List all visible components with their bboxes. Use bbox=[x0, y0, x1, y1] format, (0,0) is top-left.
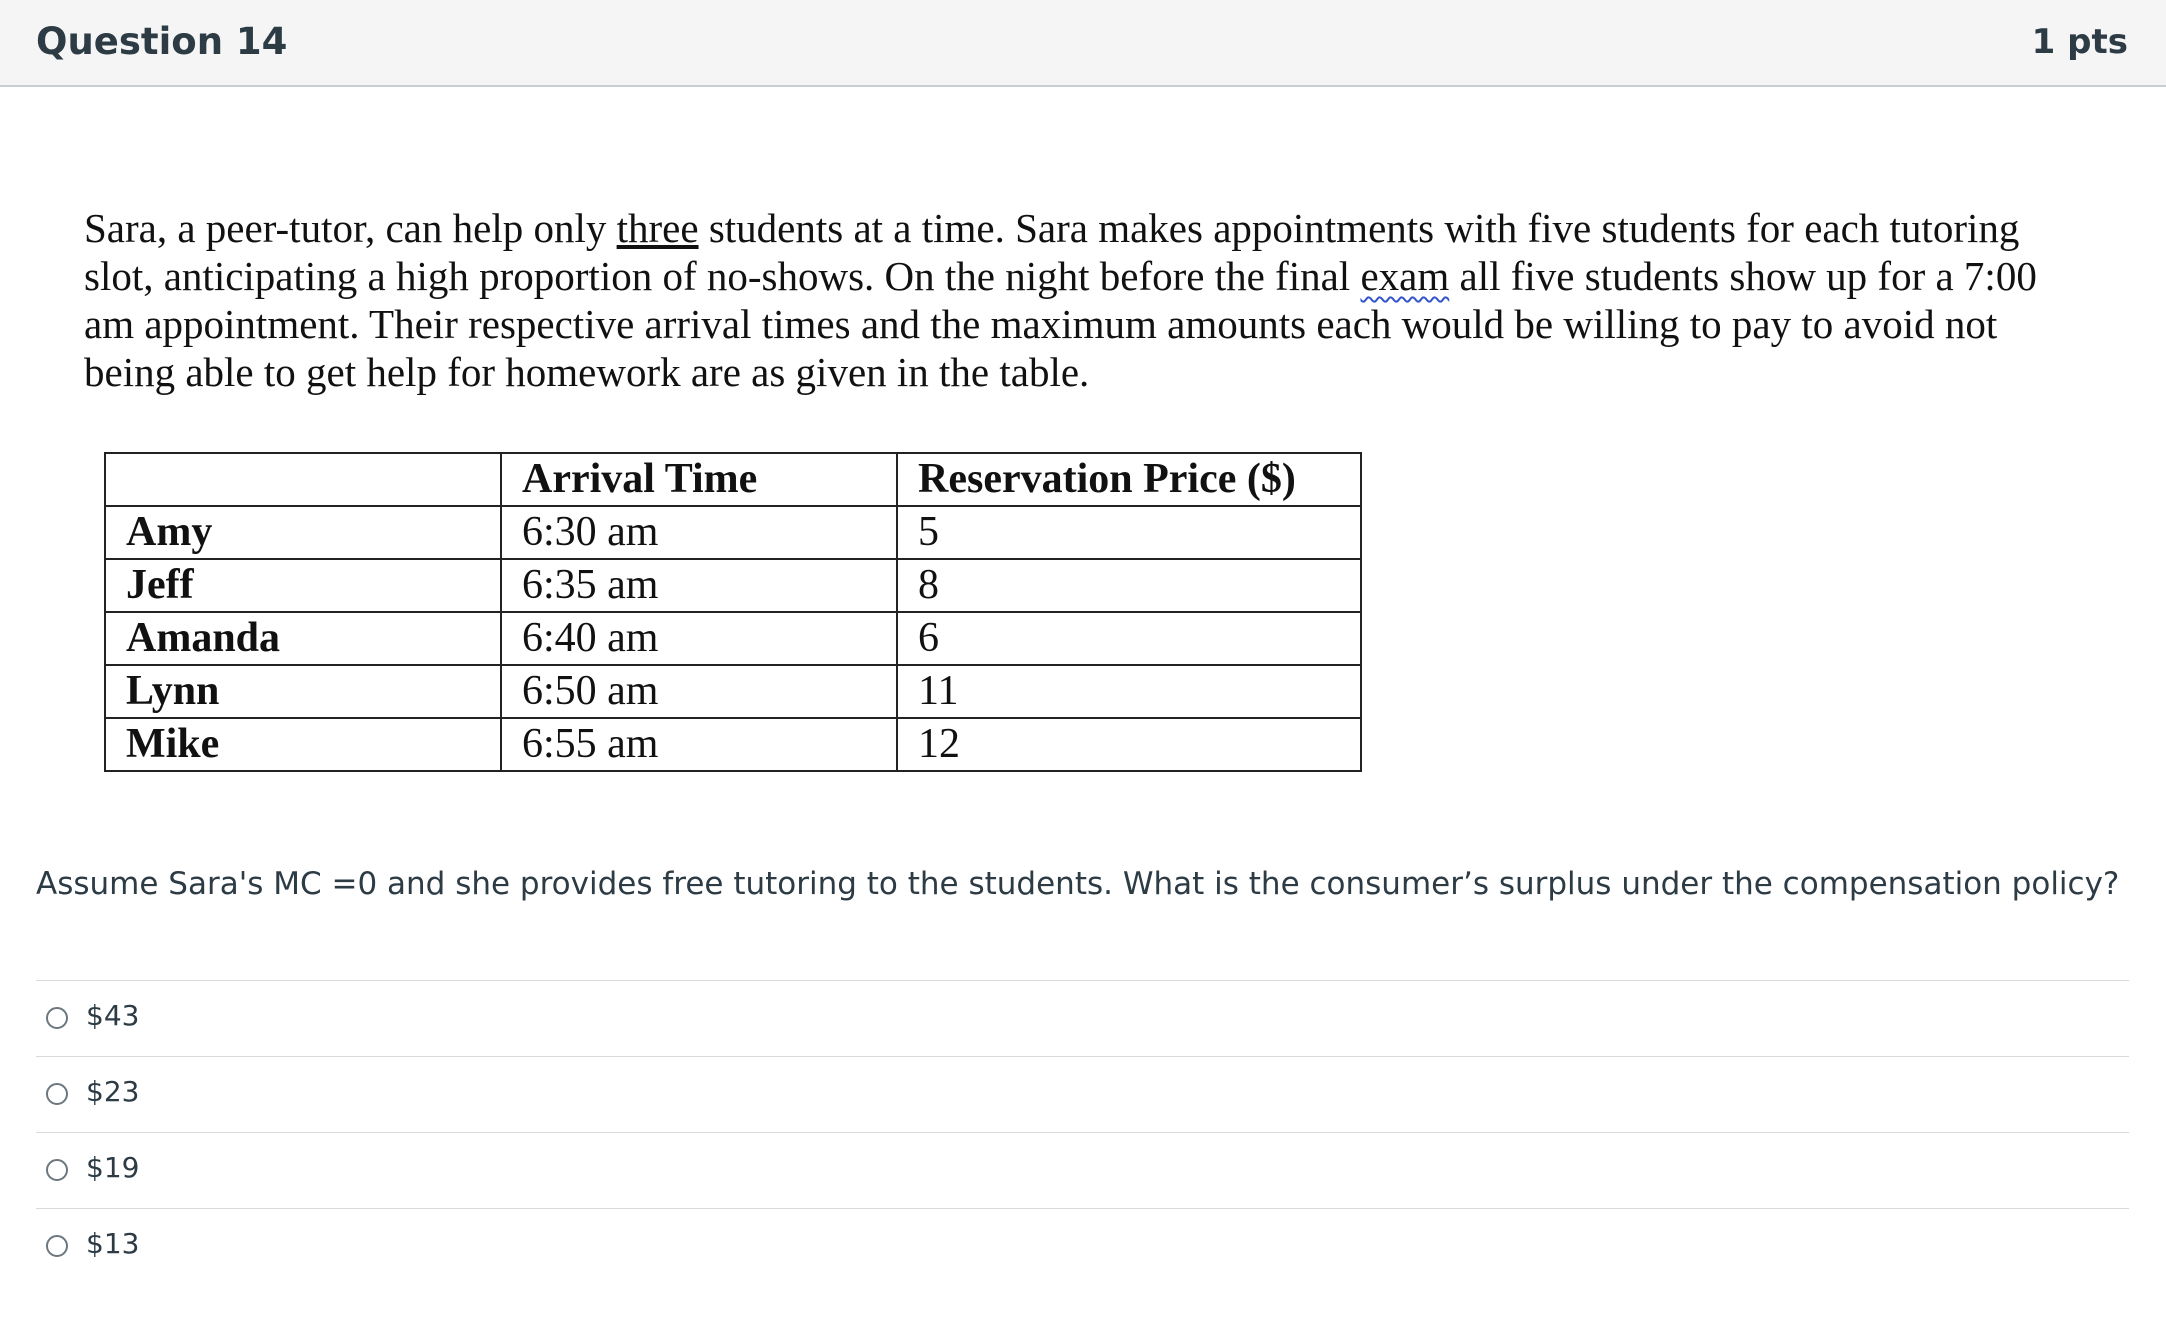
reservation-price: 6 bbox=[897, 612, 1361, 665]
passage-flagged-word: exam bbox=[1360, 253, 1450, 299]
passage-text-1: Sara, a peer-tutor, can help only bbox=[84, 205, 617, 251]
arrival-time: 6:40 am bbox=[501, 612, 897, 665]
radio-button[interactable] bbox=[46, 1083, 68, 1105]
reservation-price: 5 bbox=[897, 506, 1361, 559]
question-points: 1 pts bbox=[2031, 22, 2128, 62]
passage-text-2: students at a time. Sara makes appointments with five students for each tutoring slot, anticipating a high proportion of no-shows. On the night before the final bbox=[84, 205, 2020, 299]
question-title: Question 14 bbox=[36, 20, 288, 63]
answer-option[interactable] bbox=[36, 1208, 2129, 1284]
radio-button[interactable] bbox=[46, 1159, 68, 1181]
table-row bbox=[105, 665, 1361, 718]
answer-label[interactable]: $13 bbox=[86, 1227, 140, 1260]
table-header-cell: Arrival Time bbox=[501, 453, 897, 506]
answer-label[interactable]: $43 bbox=[86, 999, 140, 1032]
arrival-time: 6:35 am bbox=[501, 559, 897, 612]
question-header bbox=[0, 0, 2166, 87]
passage-text-3: all five students show up for a 7:00 am appointment. Their respective arrival times and the maximum amounts each would be willing to pay to avoid not being able to get help for homework are as given in the table. bbox=[84, 253, 2037, 395]
answer-option[interactable] bbox=[36, 1056, 2129, 1132]
arrival-time: 6:55 am bbox=[501, 718, 897, 771]
question-image bbox=[84, 204, 2094, 396]
table-row bbox=[105, 612, 1361, 665]
table-header-cell bbox=[105, 453, 501, 506]
answer-list bbox=[36, 980, 2129, 1284]
student-name: Jeff bbox=[105, 559, 501, 612]
student-name: Mike bbox=[105, 718, 501, 771]
arrival-time: 6:50 am bbox=[501, 665, 897, 718]
answer-option[interactable] bbox=[36, 1132, 2129, 1208]
answer-option[interactable] bbox=[36, 980, 2129, 1056]
answer-label[interactable]: $19 bbox=[86, 1151, 140, 1184]
answer-label[interactable]: $23 bbox=[86, 1075, 140, 1108]
table-header-cell: Reservation Price ($) bbox=[897, 453, 1361, 506]
reservation-price: 11 bbox=[897, 665, 1361, 718]
reservation-price: 12 bbox=[897, 718, 1361, 771]
arrival-time: 6:30 am bbox=[501, 506, 897, 559]
student-name: Amy bbox=[105, 506, 501, 559]
reservation-price: 8 bbox=[897, 559, 1361, 612]
passage-underlined-word: three bbox=[616, 205, 699, 251]
radio-button[interactable] bbox=[46, 1235, 68, 1257]
table-row bbox=[105, 559, 1361, 612]
data-table bbox=[104, 452, 1362, 772]
question-prompt: Assume Sara's MC =0 and she provides free tutoring to the students. What is the consumer’s surplus under the compensation policy? bbox=[36, 866, 2120, 902]
student-name: Lynn bbox=[105, 665, 501, 718]
student-name: Amanda bbox=[105, 612, 501, 665]
table-row bbox=[105, 506, 1361, 559]
radio-button[interactable] bbox=[46, 1007, 68, 1029]
table-header-row bbox=[105, 453, 1361, 506]
question-passage bbox=[84, 204, 2084, 396]
table-row bbox=[105, 718, 1361, 771]
